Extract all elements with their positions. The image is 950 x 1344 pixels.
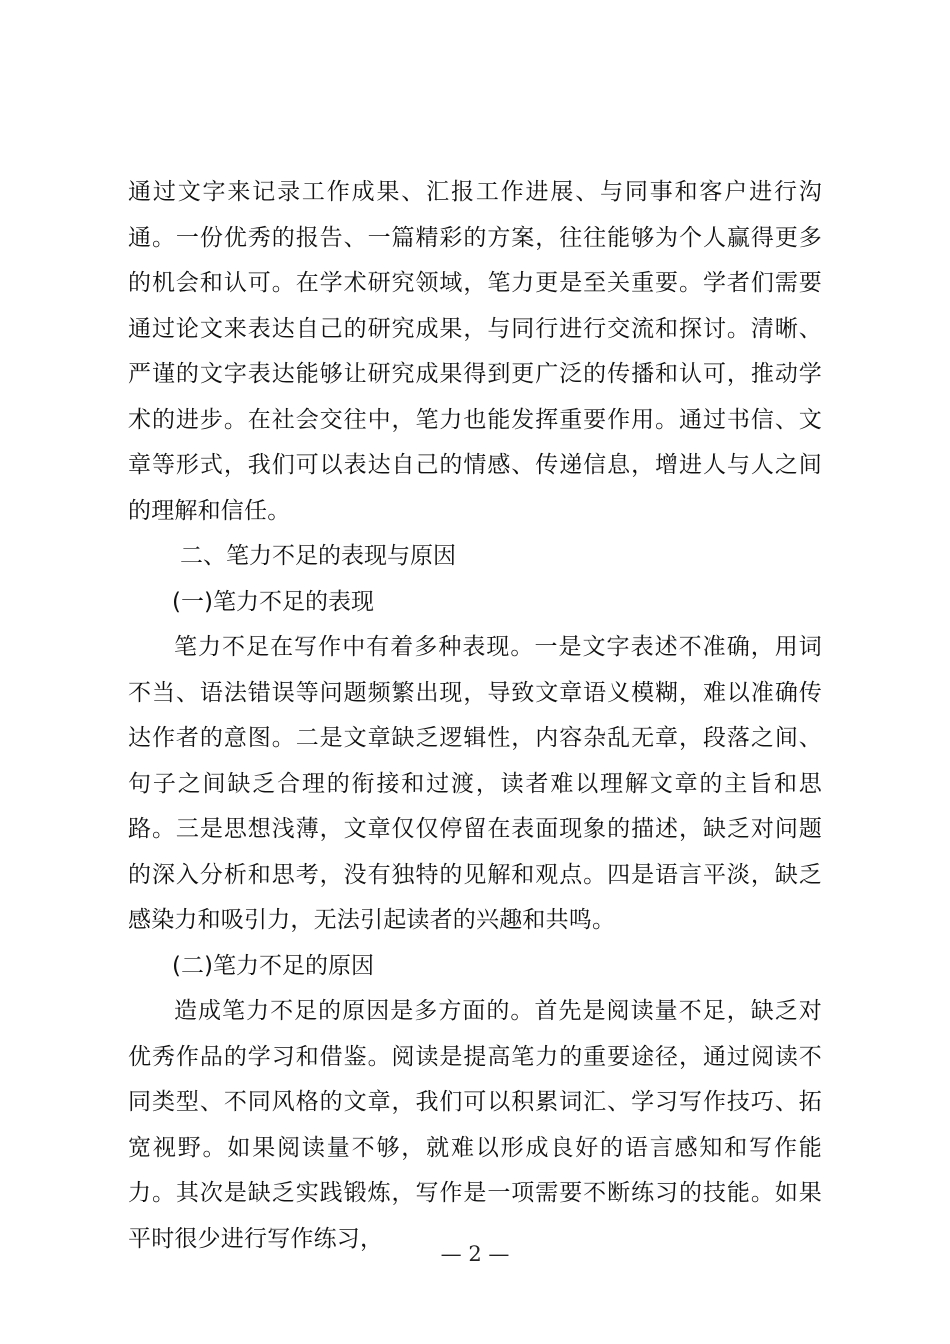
paragraph-manifestations: 笔力不足在写作中有着多种表现。一是文字表述不准确，用词不当、语法错误等问题频繁出现，导致文章语义模糊，难以准确传达作者的意图。二是文章缺乏逻辑性，内容杂乱无章，段落之间、句子之间缺乏合理的衔接和过渡，读者难以理解文章的主旨和思路。三是思想浅薄，文章仅仅停留在表面现象的描述，缺乏对问题的深入分析和思考，没有独特的见解和观点。四是语言平淡，缺乏感染力和吸引力，无法引起读者的兴趣和共鸣。 (128, 634, 822, 933)
paragraph-causes: 造成笔力不足的原因是多方面的。首先是阅读量不足，缺乏对优秀作品的学习和借鉴。阅读是提高笔力的重要途径，通过阅读不同类型、不同风格的文章，我们可以积累词汇、学习写作技巧、拓宽视野。如果阅读量不够，就难以形成良好的语言感知和写作能力。其次是缺乏实践锻炼，写作是一项需要不断练习的技能。如果平时很少进行写作练习， (128, 998, 822, 1252)
subsection-heading-causes: (二)笔力不足的原因 (172, 952, 374, 979)
paragraph-continued: 通过文字来记录工作成果、汇报工作进展、与同事和客户进行沟通。一份优秀的报告、一篇精彩的方案，往往能够为个人赢得更多的机会和认可。在学术研究领域，笔力更是至关重要。学者们需要通过论文来表达自己的研究成果，与同行进行交流和探讨。清晰、严谨的文字表达能够让研究成果得到更广泛的传播和认可，推动学术的进步。在社会交往中，笔力也能发挥重要作用。通过书信、文章等形式，我们可以表达自己的情感、传递信息，增进人与人之间的理解和信任。 (128, 179, 822, 524)
page-number: — 2 — (440, 1242, 510, 1266)
section-heading: 二、笔力不足的表现与原因 (180, 543, 456, 569)
subsection-heading-manifestations: (一)笔力不足的表现 (172, 588, 374, 615)
document-body (128, 170, 822, 1262)
